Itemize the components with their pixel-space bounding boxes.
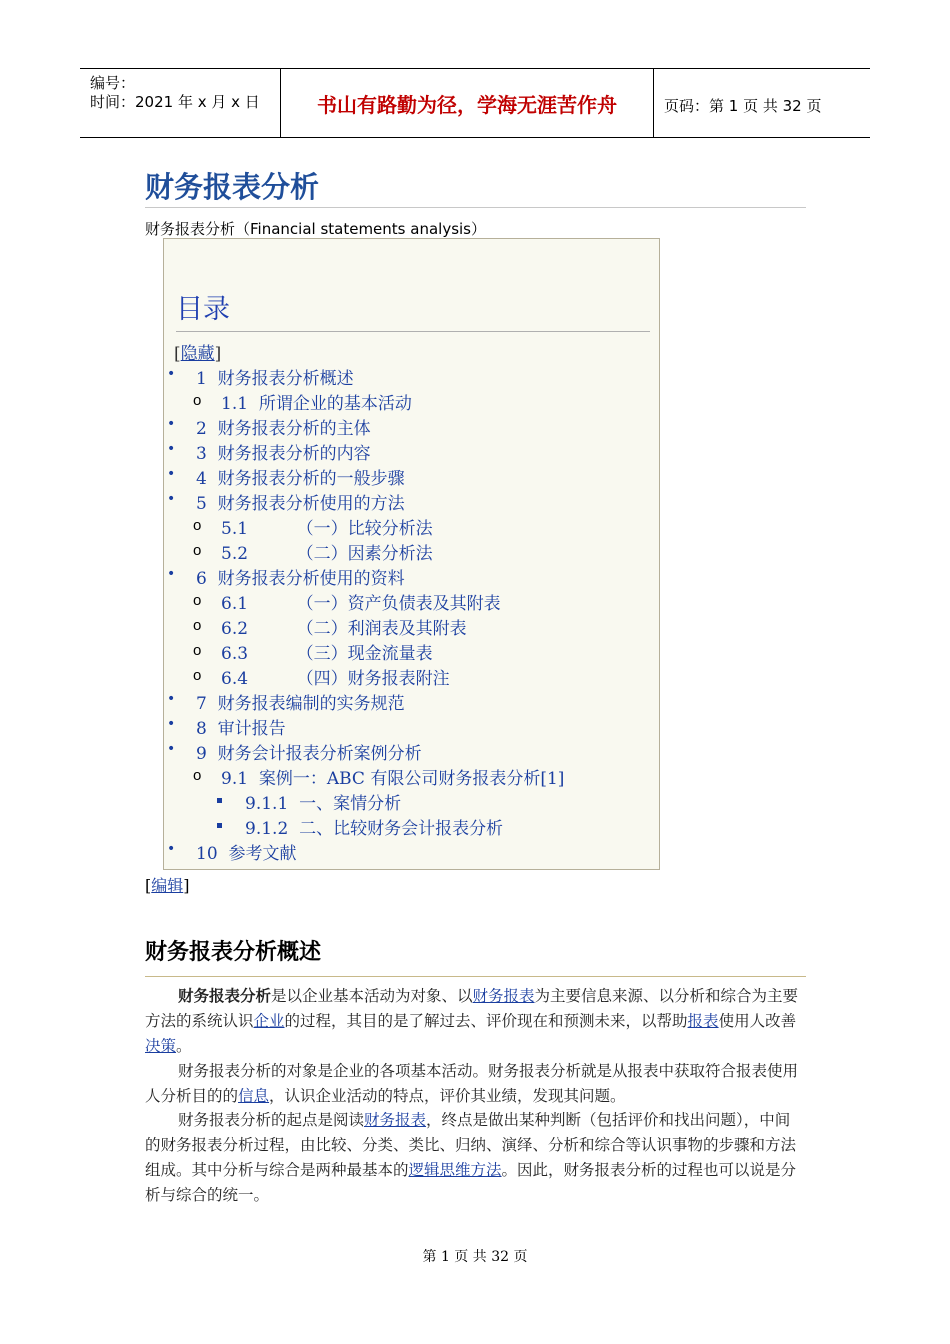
page-info: 页码：第 1 页 共 32 页 <box>664 97 822 115</box>
link-information[interactable]: 信息 <box>238 1087 270 1105</box>
toc-link[interactable]: 1.1 所谓企业的基本活动 <box>221 394 412 414</box>
toc-link[interactable]: 1 财务报表分析概述 <box>196 369 354 389</box>
text: ，认识企业活动的特点，评价其业绩，发现其问题。 <box>269 1087 626 1105</box>
edit-close: ] <box>183 876 190 895</box>
toc-divider <box>176 331 650 332</box>
toc-link[interactable]: 9.1 案例一：ABC 有限公司财务报表分析[1] <box>221 769 565 789</box>
toc-link[interactable]: 6.2 （二）利润表及其附表 <box>221 619 467 639</box>
circle-bullet-icon: o <box>193 517 202 534</box>
bullet-icon: • <box>167 716 176 732</box>
toc-link[interactable]: 9 财务会计报表分析案例分析 <box>196 744 422 764</box>
paragraph-2 <box>145 1059 805 1109</box>
circle-bullet-icon: o <box>193 767 202 784</box>
toc-link[interactable]: 3 财务报表分析的内容 <box>196 444 371 464</box>
toc-hide-open: [ <box>174 344 181 364</box>
toc-title: 目录 <box>176 294 230 325</box>
bullet-icon: • <box>167 491 176 507</box>
edit-section <box>145 873 190 896</box>
link-report[interactable]: 报表 <box>687 1012 719 1030</box>
title-divider <box>145 207 806 208</box>
header-left-cell <box>80 69 281 137</box>
text: 。 <box>176 1037 192 1055</box>
toc-link[interactable]: 4 财务报表分析的一般步骤 <box>196 469 405 489</box>
toc-link[interactable]: 5 财务报表分析使用的方法 <box>196 494 405 514</box>
bold-term: 财务报表分析 <box>178 987 272 1005</box>
toc-link[interactable]: 9.1.2 二、比较财务会计报表分析 <box>245 819 504 839</box>
toc-link[interactable]: 9.1.1 一、案情分析 <box>245 794 402 814</box>
number-label: 编号： <box>90 74 136 92</box>
toc-link[interactable]: 6.1 （一）资产负债表及其附表 <box>221 594 501 614</box>
square-bullet-icon <box>217 798 222 803</box>
text: 财务报表分析的对象是企业的各项基本活动。财务报表分析就是从报表中获取符合报表使用人分析目的的 <box>145 1062 799 1105</box>
circle-bullet-icon: o <box>193 392 202 409</box>
bullet-icon: • <box>167 691 176 707</box>
toc-link[interactable]: 6 财务报表分析使用的资料 <box>196 569 405 589</box>
link-financial-statements-2[interactable]: 财务报表 <box>364 1111 427 1129</box>
bullet-icon: • <box>167 566 176 582</box>
bullet-icon: • <box>167 841 176 857</box>
bullet-icon: • <box>167 366 176 382</box>
link-enterprise[interactable]: 企业 <box>253 1012 285 1030</box>
text: ，终点是做出某种判断（包括评价和找出问题），中间的财务报表分析过程，由比较、分类、类比、归纳、演绎、分析和综合等认识事物的步骤和方法组成。其中分析与综合是两种最基本的 <box>145 1111 797 1179</box>
square-bullet-icon <box>217 823 222 828</box>
toc-hide-link[interactable]: 隐藏 <box>180 344 215 364</box>
edit-link[interactable]: 编辑 <box>151 876 184 895</box>
text: 是以企业基本活动为对象、以 <box>271 987 473 1005</box>
toc-link[interactable]: 5.2 （二）因素分析法 <box>221 544 433 564</box>
circle-bullet-icon: o <box>193 542 202 559</box>
motto: 书山有路勤为径，学海无涯苦作舟 <box>281 69 654 137</box>
toc-hide-close: ] <box>214 344 222 364</box>
link-logic-method[interactable]: 逻辑思维方法 <box>408 1161 502 1179</box>
bullet-icon: • <box>167 441 176 457</box>
edit-open: [ <box>145 876 152 895</box>
bullet-icon: • <box>167 466 176 482</box>
table-of-contents <box>163 238 660 870</box>
toc-hide-toggle <box>174 339 221 364</box>
paragraph-3 <box>145 1108 805 1208</box>
text: 使用人改善 <box>718 1012 797 1030</box>
circle-bullet-icon: o <box>193 592 202 609</box>
paragraph-1 <box>145 984 805 1059</box>
page-footer: 第 1 页 共 32 页 <box>422 1249 528 1265</box>
toc-link[interactable]: 8 审计报告 <box>196 719 286 739</box>
bullet-icon: • <box>167 416 176 432</box>
subtitle: 财务报表分析（Financial statements analysis） <box>145 220 486 238</box>
time-label: 时间：2021 年 x 月 x 日 <box>90 93 260 111</box>
section-heading: 财务报表分析概述 <box>145 940 322 965</box>
text: 财务报表分析的起点是阅读 <box>178 1111 365 1129</box>
link-decision[interactable]: 决策 <box>145 1037 177 1055</box>
section-divider <box>145 976 806 977</box>
header-table <box>80 68 870 138</box>
toc-link[interactable]: 6.3 （三）现金流量表 <box>221 644 433 664</box>
text: 的过程，其目的是了解过去、评价现在和预测未来，以帮助 <box>284 1012 688 1030</box>
text: 为主要信息来源、以分析和综合为主要方法的系统认识 <box>145 987 799 1030</box>
link-financial-statements[interactable]: 财务报表 <box>472 987 535 1005</box>
toc-link[interactable]: 7 财务报表编制的实务规范 <box>196 694 405 714</box>
toc-link[interactable]: 10 参考文献 <box>196 844 297 864</box>
circle-bullet-icon: o <box>193 667 202 684</box>
bullet-icon: • <box>167 741 176 757</box>
page-title: 财务报表分析 <box>145 170 320 204</box>
circle-bullet-icon: o <box>193 617 202 634</box>
toc-link[interactable]: 2 财务报表分析的主体 <box>196 419 371 439</box>
toc-link[interactable]: 5.1 （一）比较分析法 <box>221 519 433 539</box>
text: 。因此，财务报表分析的过程也可以说是分析与综合的统一。 <box>145 1161 797 1204</box>
toc-link[interactable]: 6.4 （四）财务报表附注 <box>221 669 450 689</box>
circle-bullet-icon: o <box>193 642 202 659</box>
